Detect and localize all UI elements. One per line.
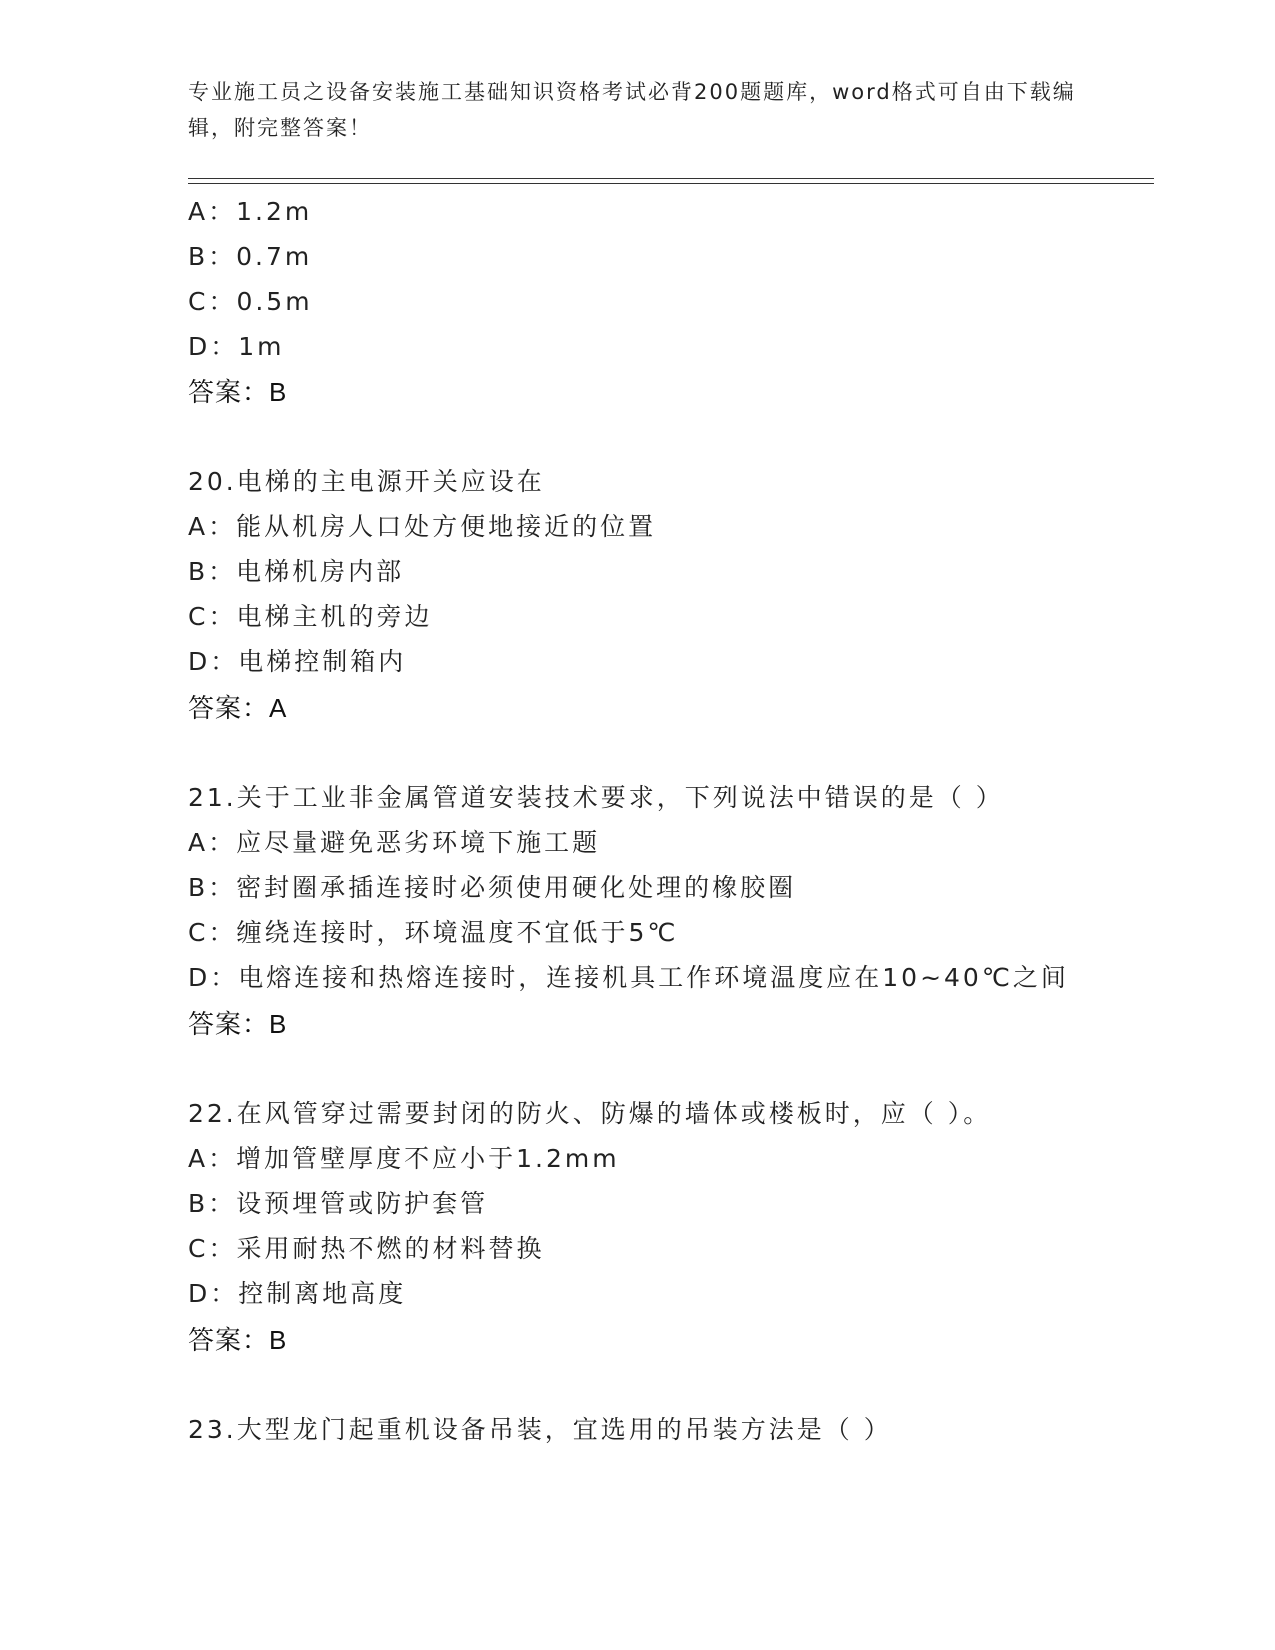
header-divider-top <box>188 178 1154 179</box>
q22-option-a: A：增加管壁厚度不应小于1.2mm <box>188 1144 620 1173</box>
q19-option-a: A：1.2m <box>188 197 313 226</box>
q23-question: 23.大型龙门起重机设备吊装，宜选用的吊装方法是（ ） <box>188 1415 892 1444</box>
header-divider-bottom <box>188 183 1154 184</box>
q22-option-d: D：控制离地高度 <box>188 1279 407 1308</box>
q22-question: 22.在风管穿过需要封闭的防火、防爆的墙体或楼板时，应（ ）。 <box>188 1099 992 1128</box>
q20-answer: 答案：A <box>188 693 288 723</box>
q21-question: 21.关于工业非金属管道安装技术要求，下列说法中错误的是（ ） <box>188 783 1004 812</box>
q21-answer: 答案：B <box>188 1009 288 1039</box>
q22-answer: 答案：B <box>188 1325 288 1355</box>
q21-option-a: A：应尽量避免恶劣环境下施工题 <box>188 828 601 857</box>
q20-question: 20.电梯的主电源开关应设在 <box>188 467 545 496</box>
q21-option-d: D：电熔连接和热熔连接时，连接机具工作环境温度应在10~40℃之间 <box>188 963 1069 992</box>
q19-option-c: C：0.5m <box>188 287 313 316</box>
q20-option-c: C：电梯主机的旁边 <box>188 602 433 631</box>
q20-option-b: B：电梯机房内部 <box>188 557 405 586</box>
document-header: 专业施工员之设备安装施工基础知识资格考试必背200题题库，word格式可自由下载编辑，附完整答案！ <box>188 80 1076 140</box>
q20-option-a: A：能从机房人口处方便地接近的位置 <box>188 512 657 541</box>
q20-option-d: D：电梯控制箱内 <box>188 647 407 676</box>
q22-option-b: B：设预埋管或防护套管 <box>188 1189 489 1218</box>
q21-option-c: C：缠绕连接时，环境温度不宜低于5℃ <box>188 918 679 947</box>
q22-option-c: C：采用耐热不燃的材料替换 <box>188 1234 545 1263</box>
q19-option-b: B：0.7m <box>188 242 313 271</box>
q19-answer: 答案：B <box>188 377 288 407</box>
q19-option-d: D：1m <box>188 332 285 361</box>
q21-option-b: B：密封圈承插连接时必须使用硬化处理的橡胶圈 <box>188 873 797 902</box>
